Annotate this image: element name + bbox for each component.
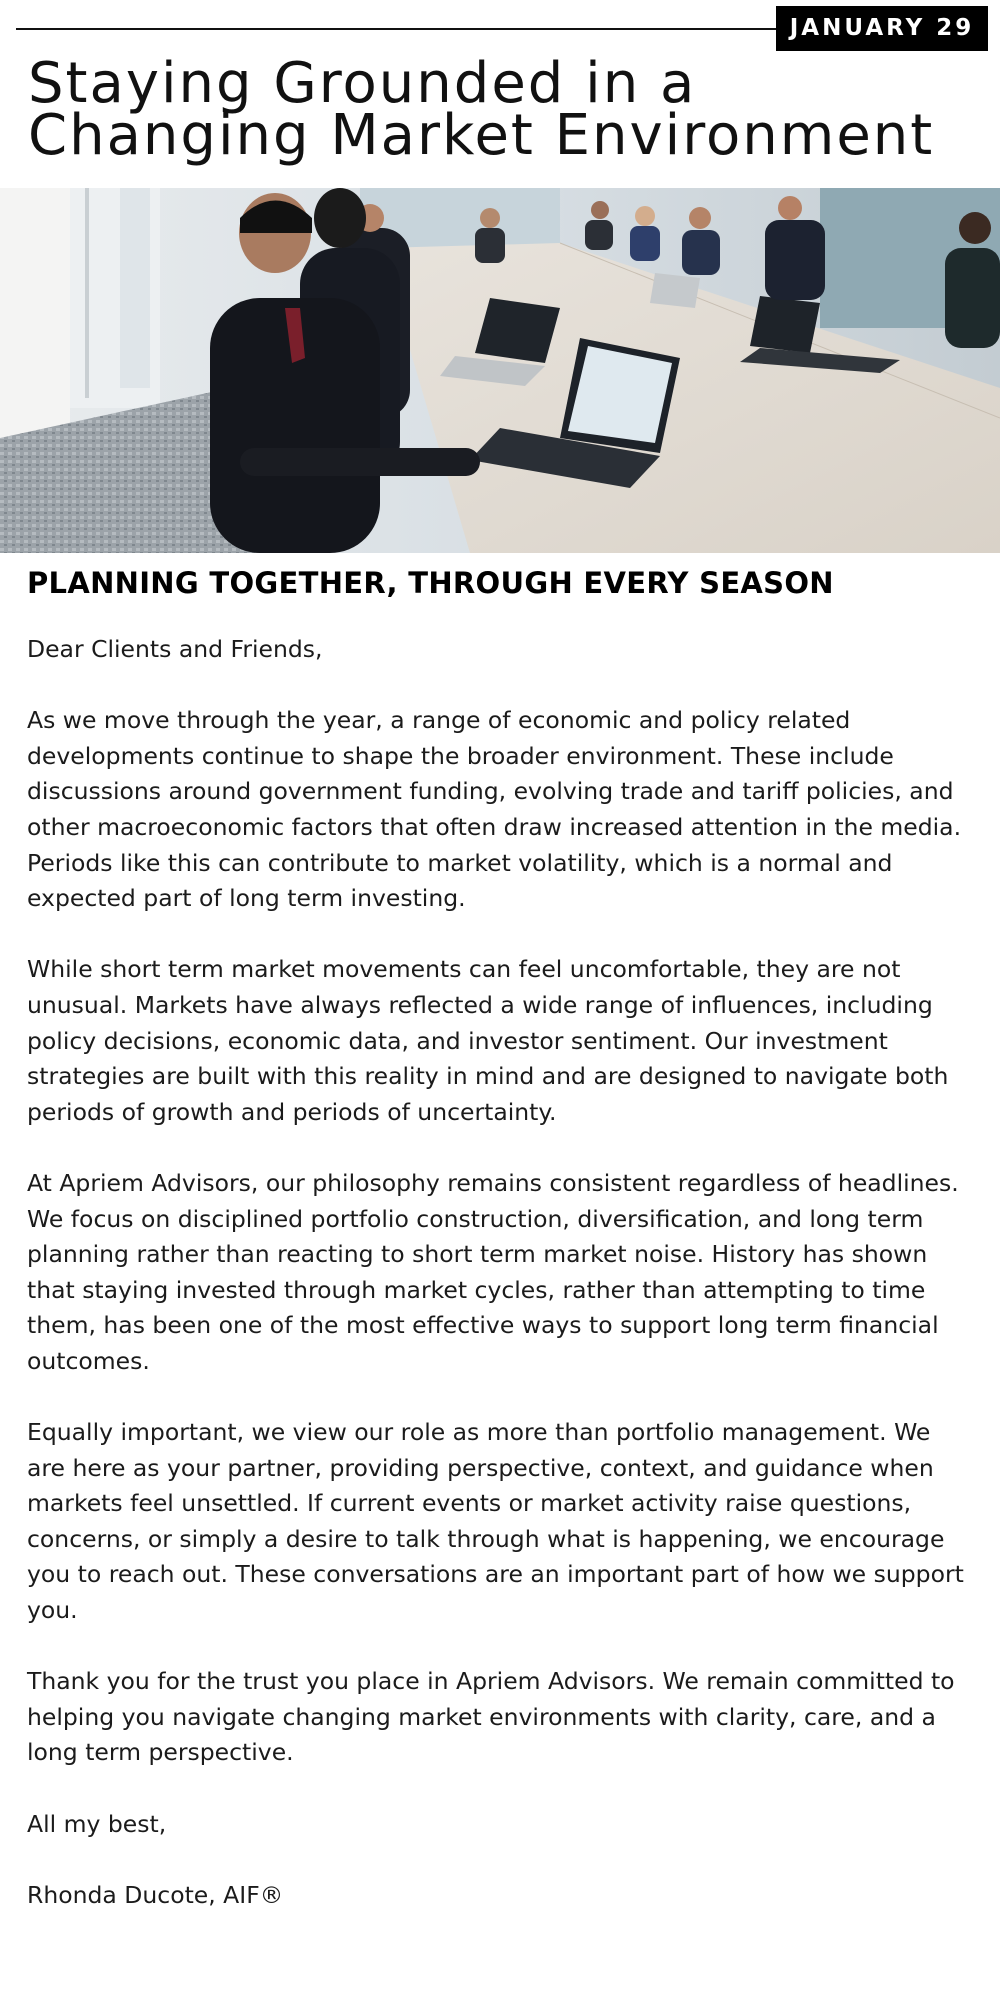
date-badge: JANUARY 29 — [776, 6, 988, 51]
page-title — [28, 51, 988, 168]
letter-body — [27, 632, 973, 1949]
signature: Rhonda Ducote, AIF® — [27, 1880, 284, 1909]
paragraph-5: Thank you for the trust you place in Apriem Advisors. We remain committed to helping you navigate changing market environments with clarity, care, and a long term perspective. — [27, 1667, 955, 1767]
title-line-2: Changing Market Environment — [28, 103, 935, 168]
paragraph-1: As we move through the year, a range of economic and policy related developments continue to shape the broader environment. These include discussions around government funding, evolving trade and tariff policies, and other macroeconomic factors that often draw increased attention in the media. Periods like this can contribute to market volatility, which is a normal and expected part of long term investing. — [27, 706, 962, 913]
header-rule — [16, 28, 776, 30]
hero-photo — [0, 188, 1000, 553]
salutation: Dear Clients and Friends, — [27, 635, 323, 663]
paragraph-3: At Apriem Advisors, our philosophy remains consistent regardless of headlines. We focus on disciplined portfolio construction, diversification, and long term planning rather than reacting to short term market noise. History has shown that staying invested through market cycles, rather than attempting to time them, has been one of the most effective ways to support long term financial outcomes. — [27, 1168, 959, 1375]
section-heading: PLANNING TOGETHER, THROUGH EVERY SEASON — [27, 566, 834, 600]
paragraph-4: Equally important, we view our role as more than portfolio management. We are here as your partner, providing perspective, context, and guidance when markets feel unsettled. If current events or market activity raise questions, concerns, or simply a desire to talk through what is happening, we encourage you to reach out. These conversations are an important part of how we support you. — [27, 1418, 964, 1625]
paragraph-2: While short term market movements can feel uncomfortable, they are not unusual. Markets have always reflected a wide range of influences, including policy decisions, economic data, and investor sentiment. Our investment strategies are built with this reality in mind and are designed to navigate both periods of growth and periods of uncertainty. — [27, 955, 949, 1126]
meeting-photo-illustration — [0, 188, 1000, 553]
title-line-1: Staying Grounded in a — [28, 51, 697, 116]
closing: All my best, — [27, 1809, 167, 1838]
